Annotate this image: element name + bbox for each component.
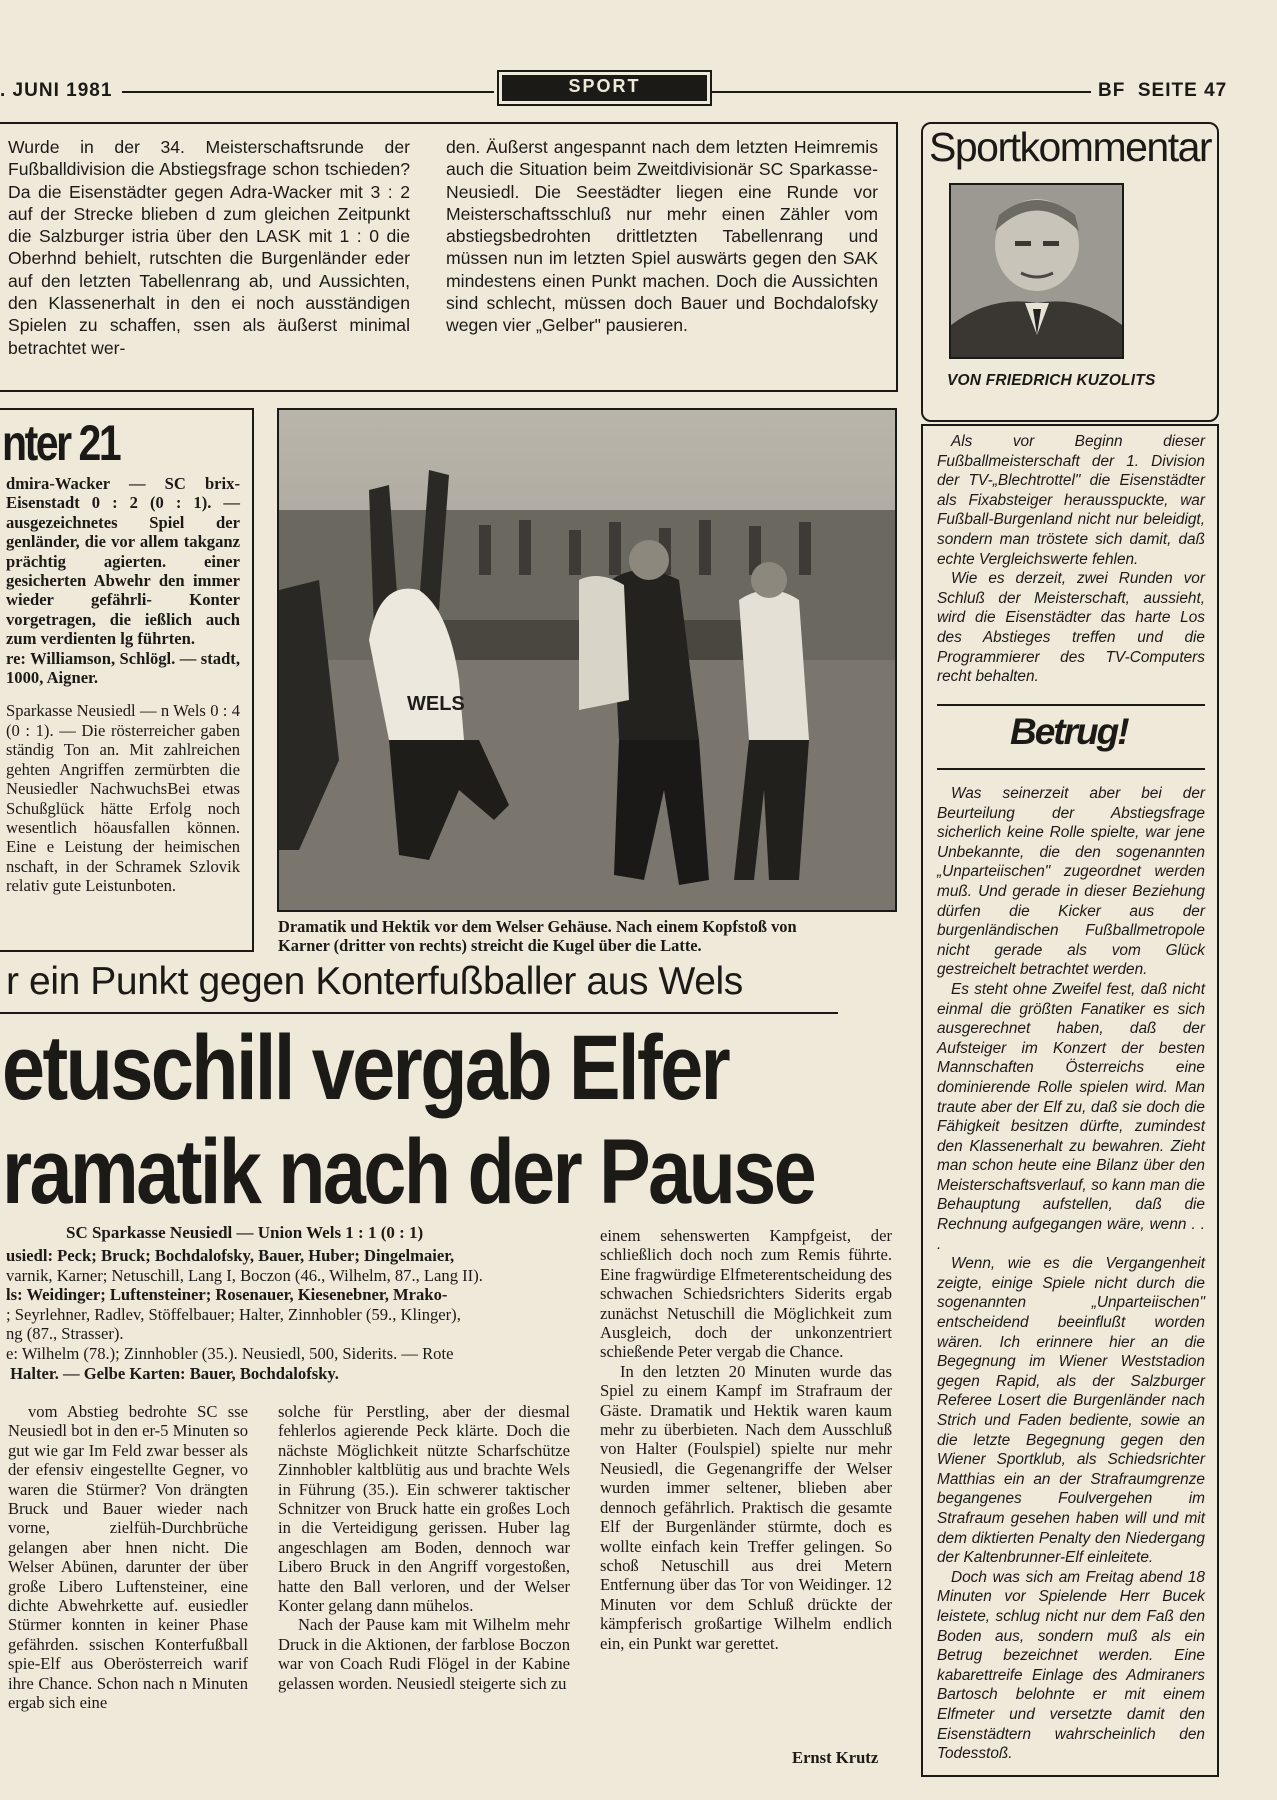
match-line-7: Halter. — Gelbe Karten: Bauer, Bochdalofsky. (6, 1363, 339, 1383)
konter-p1-tore: re: Williamson, Schlögl. — stadt, 1000, Aigner. (6, 648, 240, 688)
match-line-2: varnik, Karner; Netuschill, Lang I, Boczon (46., Wilhelm, 87., Lang II). (6, 1265, 483, 1285)
kommentar-subhead: Betrug! (1010, 711, 1128, 752)
match-line-5: ng (87., Strasser). (6, 1324, 124, 1344)
report-col1 (8, 1402, 248, 1713)
match-title: SC Sparkasse Neusiedl — Union Wels 1 : 1 (0 : 1) (66, 1223, 424, 1242)
match-photo (277, 408, 897, 912)
portrait-image (951, 185, 1122, 357)
report-col3-p1: einem sehenswerten Kampfgeist, der schließlich doch noch zum Remis führte. Eine fragwürdige Elfmeterentscheidung des schwachen Schiedsrichters Siderits ergab zunächst Netuschill die Möglichkeit zum Ausgleich, doch der unkonzentriert schießende Peter vergab die Chance. (600, 1226, 892, 1362)
headline-line2: ramatik nach der Pause (2, 1121, 815, 1223)
top-article-col1: Wurde in der 34. Meisterschaftsrunde der Fußballdivision die Abstiegsfrage schon tschieden? Da die Eisenstädter gegen Adra-Wacker mit 3 : 2 auf der Strecke blieben d zum gleichen Zeitpunkt die Salzburger istria über den LASK mit 1 : 0 die Oberhnd behielt, rutschten die Burgenländer eder auf den letzten Tabellenrang ab, und Aussichten, den Klassenerhalt in den ei noch ausständigen Spielen zu schaffen, ssen als äußerst minimal betrachtet wer- (8, 137, 410, 358)
match-line-3: ls: Weidinger; Luftensteiner; Rosenauer, Kiesenebner, Mrako- (6, 1285, 448, 1305)
kommentar-intro-p1: Als vor Beginn dieser Fußballmeisterschaft der 1. Division der TV-„Blechtrottel" die Eisenstädter als Fixabsteiger herausspuckte, war Fußball-Burgenland nicht nur beleidigt, sondern man tröstete sich damit, daß echte Vergleichswerte fehlen. (937, 433, 1205, 568)
konter-title: nter 21 (2, 415, 120, 471)
match-line-6: e: Wilhelm (78.); Zinnhobler (35.). Neusiedl, 500, Siderits. — Rote (6, 1343, 454, 1363)
kommentar-intro-p2: Wie es derzeit, zwei Runden vor Schluß der Meisterschaft, aussieht, wird die Eisenstädter das harte Los des Abstieges treffen und die Programmierer des TV-Computers recht behalten. (937, 570, 1205, 686)
report-col2-p2: Nach der Pause kam mit Wilhelm mehr Druck in die Aktionen, der farblose Boczon war von Coach Rudi Flögel in der Kabine gelassen worden. Neusiedl steigerte sich zu (278, 1615, 570, 1693)
match-line-4: ; Seyrlehner, Radlev, Stöffelbauer; Halter, Zinnhobler (59., Klinger), (6, 1304, 461, 1324)
report-col3-p2: In den letzten 20 Minuten wurde das Spiel zu einem Kampf im Strafraum der Gäste. Dramatik und Hektik waren kaum mehr zu überbieten. Nach dem Ausschluß von Halter (Foulspiel) spielte nur mehr Neusiedl, die Gegenangriffe der Welser wurden immer seltener, blieben aber dennoch gefährlich. Praktisch die gesamte Elf der Burgenländer stürmte, doch es wollte einfach kein Treffer gelingen. So schoß Netuschill aus drei Metern Entfernung über das Tor von Weidinger. 12 Minuten vor dem Schluß drückte der kämpferisch großartige Wilhelm endlich ein, ein Punkt war gerettet. (600, 1361, 892, 1653)
headline-line1: etuschill vergab Elfer (2, 1017, 729, 1119)
kommentar-byline: VON FRIEDRICH KUZOLITS (947, 372, 1156, 389)
section-label: SPORT (502, 75, 707, 101)
photo-caption: Dramatik und Hektik vor dem Welser Gehäuse. Nach einem Kopfstoß von Karner (dritter von rechts) streicht die Kugel über die Latte. (278, 917, 797, 956)
kommentar-body-p4: Doch was sich am Freitag abend 18 Minuten vor Spielende Herr Bucek leistete, schlug nicht nur dem Faß den Boden aus, sondern muß als ein Betrug bezeichnet werden. Eine kabarettreife Einlage des Admiraners Bartosch belohnte er mit einem Elfmeter und versetzte damit den Eisenstädtern wahrscheinlich den Todesstoß. (937, 1568, 1205, 1763)
headline-kicker: r ein Punkt gegen Konterfußballer aus Wels (6, 960, 743, 1003)
issue-date: . JUNI 1981 (0, 80, 113, 101)
report-col2-p1: solche für Perstling, aber der diesmal fehlerlos agierende Peck klärte. Doch die nächste Möglichkeit nützte Scharfschütze Zinnhobler kaltblütig aus und brachte Wels in Führung (35.). Ein schwerer taktischer Schnitzer von Bruck hatte ein großes Loch in die Verteidigung gerissen. Huber lag angeschlagen am Boden, dennoch war Libero Bruck in den Angriff vorgestoßen, hatte den Ball verloren, und der Welser Konter gelang dann mühelos. (278, 1402, 570, 1616)
konter-p1: dmira-Wacker — SC brix- Eisenstadt 0 : 2 (0 : 1). — ausgezeichnetes Spiel der genländer, die vor allem takganz prächtig agierten. einer gesicherten Abwehr den immer wieder gefährli- Konter vorgetragen, die ießlich auch zum verdienten lg führten. (6, 474, 240, 649)
konter-p2: Sparkasse Neusiedl — n Wels 0 : 4 (0 : 1). — Die rösterreicher gaben ständig Ton an. Mit zahlreichen gehten Angriffen zermürbten die Neusiedler NachwuchsBei etwas Schußglück hätte Erfolg noch wesentlich höausfallen können. Eine e Leistung der heimischen nschaft, in der Schramek Szlovik relativ gute Leistunboten. (6, 701, 240, 896)
kommentar-body-p3: Wenn, wie es die Vergangenheit zeigte, einige Spiele nicht durch die sogenannten „Unparteiischen" entscheidend beeinflußt worden wären. Ich erinnere hier an die Begegnung im Wiener Weststadion gegen Rapid, als der Salzburger Referee Losert die Burgenländer nach Strich und Faden bediente, sowie an die letzte Begegnung gegen den Wiener Sportklub, als Schiedsrichter Matthias ein an der Strafraumgrenze begangenes Foulvergehen im Strafraum gesehen haben will und mit dem diktierten Penalty den Niedergang der Kaltenbrunner-Elf einleitete. (937, 1255, 1205, 1567)
header-rule-right (711, 91, 1091, 93)
header-rule-left (122, 91, 494, 93)
kommentar-body-p1: Was seinerzeit aber bei der Beurteilung der Abstiegsfrage sicherlich keine Rolle spielte, war jene Unbekannte, die den sogenannten „Unparteiischen" zugeordnet werden muß. Und gerade in dieser Beziehung dürfen die Kicker aus der burgenländischen Fußballmetropole nicht gerade als vom Glück gestreichelt betrachtet werden. (937, 785, 1205, 979)
report-author: Ernst Krutz (792, 1748, 879, 1767)
kommentar-title: Sportkommentar (929, 124, 1212, 170)
kommentar-divider-top (937, 704, 1205, 706)
report-col1-p1: vom Abstieg bedrohte SC sse Neusiedl bot in den er-5 Minuten so gut wie gar Im Feld zwar besser als der efensiv eingestellte Gegner, vo waren die Stürmer? Von drängten Bruck und Bauer wieder nach vorne, zielfüh-Durchbrüche gelangen aber hnen nicht. Die Welser Abünen, darunter der über große Libero Luftensteiner, eine dichte Abwehrkette auf. eusiedler Stürmer konnten in keiner Phase gefährden. ssischen Konterfußball spie-Elf aus Oberösterreich warif ihre Chance. Schon nach n Minuten ergab sich eine (8, 1402, 248, 1713)
page-number: BF SEITE 47 (1098, 80, 1228, 101)
author-portrait (949, 183, 1124, 359)
headline-rule (0, 1012, 838, 1014)
kommentar-body-p2: Es steht ohne Zweifel fest, daß nicht einmal die größten Fanatiker es sich ausgerechnet haben, daß der Aufsteiger im Konzert der besten Mannschaften Österreichs eine dominierende Rolle spielen wird. Man traute aber der Elf zu, daß sie doch die Fähigkeit besitzen dürfte, zumindest den Klassenerhalt zu bewahren. Zieht man schon heute eine Bilanz über den Meisterschaftsverlauf, so kann man die Behauptung aufstellen, daß die Rechnung aufgegangen wäre, wenn . . . (937, 980, 1205, 1253)
konter-text (6, 474, 240, 896)
kommentar-intro (937, 432, 1205, 687)
match-photo-image (279, 410, 895, 910)
report-col2 (278, 1402, 570, 1693)
match-line-1: usiedl: Peck; Bruck; Bochdalofsky, Bauer, Huber; Dingelmaier, (6, 1246, 455, 1265)
top-article-col2: den. Äußerst angespannt nach dem letzten Heimremis auch die Situation beim Zweitdivisionär SC Sparkasse-Neusiedl. Die Seestädter liegen eine Runde vor Meisterschaftsschluß nur mehr einen Zähler vom abstiegsbedrohten drittletzten Tabellenrang und müssen nun im letzten Spiel auswärts gegen den SAK mindestens einen Punkt machen. Doch die Aussichten sind schlecht, müssen doch Bauer und Bochdalofsky wegen vier „Gelber" pausieren. (446, 137, 878, 336)
kommentar-divider-bottom (937, 768, 1205, 770)
section-badge (497, 70, 712, 106)
kommentar-body (937, 784, 1205, 1764)
shirt-wels-text: WELS (407, 693, 465, 715)
report-col3 (600, 1226, 892, 1653)
match-lineups (6, 1246, 586, 1383)
